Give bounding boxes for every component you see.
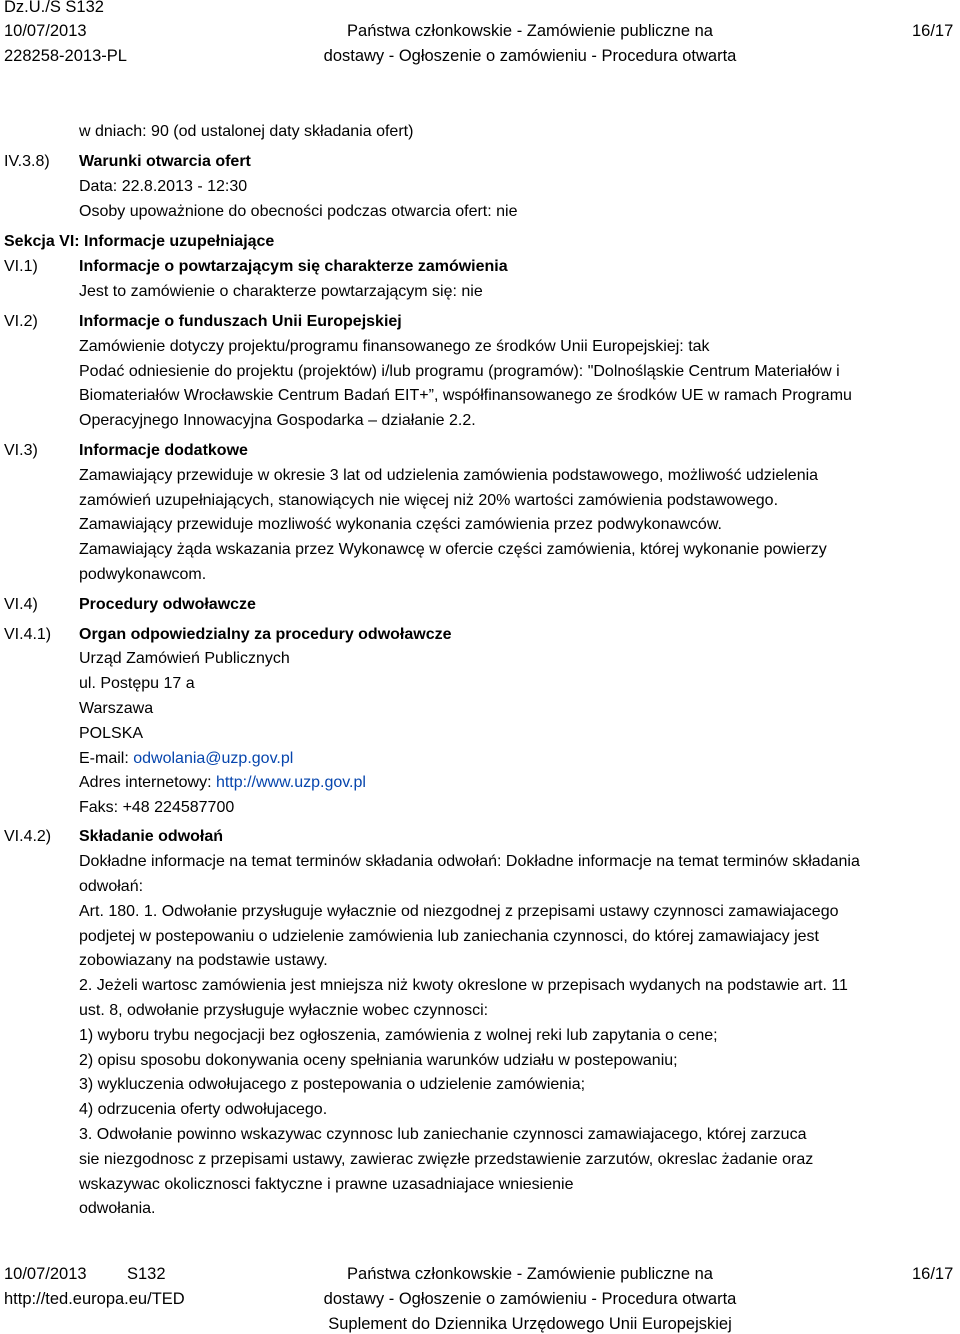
appeals-line15: odwołania.: [79, 1200, 156, 1217]
appeals-line5: zobowiazany na podstawie ustawy.: [79, 952, 328, 969]
recurring-text: Jest to zamówienie o charakterze powtarzającym się: nie: [79, 283, 483, 300]
additional-info-line1: Zamawiający przewiduje w okresie 3 lat od udzielenia zamówienia podstawowego, możliwość udzielenia: [79, 467, 819, 484]
section-number-vi42: VI.4.2): [4, 828, 52, 845]
section-number-vi1: VI.1): [4, 258, 38, 275]
header-title-line2: dostawy - Ogłoszenie o zamówieniu - Procedura otwarta: [323, 47, 737, 65]
appeals-line13: sie niezgodnosc z przepisami ustawy, zawierac zwięzłe przedstawienie zarzutów, okreslac żadanie oraz: [79, 1151, 814, 1168]
appeals-line6: 2. Jeżeli wartosc zamówienia jest mniejsza niż kwoty okreslone w przepisach wydanych na podstawie art. 11: [79, 977, 848, 994]
appeals-line2: odwołań:: [79, 878, 144, 895]
eu-funds-line1: Zamówienie dotyczy projektu/programu finansowanego ze środków Unii Europejskiej: tak: [79, 338, 710, 355]
footer-url[interactable]: http://ted.europa.eu/TED: [4, 1290, 185, 1308]
opening-date-text: Data: 22.8.2013 - 12:30: [79, 178, 248, 195]
deadline-days-text: w dniach: 90 (od ustalonej daty składania ofert): [79, 123, 414, 140]
appeals-line11: 4) odrzucenia oferty odwołujacego.: [79, 1101, 328, 1118]
review-body-fax: Faks: +48 224587700: [79, 799, 235, 816]
footer-page-number: 16/17: [912, 1265, 954, 1283]
appeals-line14: wskazywac okolicznosci faktyczne i prawne uzasadniajace wniesienie: [79, 1176, 574, 1193]
appeals-line1: Dokładne informacje na temat terminów składania odwołań: Dokładne informacje na temat terminów składania: [79, 853, 860, 870]
section-title-vi4: Procedury odwoławcze: [79, 596, 256, 613]
appeals-line12: 3. Odwołanie powinno wskazywac czynnosc lub zaniechanie czynnosci zamawiajacego, której zarzuca: [79, 1126, 807, 1143]
section-number-vi3: VI.3): [4, 442, 38, 459]
section-title-vi3: Informacje dodatkowe: [79, 442, 248, 459]
header-page-number: 16/17: [912, 22, 954, 40]
email-label: E-mail:: [79, 750, 134, 767]
appeals-line8: 1) wyboru trybu negocjacji bez ogłoszenia, zamówienia z wolnej reki lub zapytania o cene;: [79, 1027, 718, 1044]
section-title-vi42: Składanie odwołań: [79, 828, 224, 845]
footer-title-line1: Państwa członkowskie - Zamówienie publiczne na: [347, 1265, 713, 1283]
section-title-iv38: Warunki otwarcia ofert: [79, 153, 251, 170]
additional-info-line4: Zamawiający żąda wskazania przez Wykonawcę w ofercie części zamówienia, której wykonanie powierzy: [79, 541, 827, 558]
review-body-city: Warszawa: [79, 700, 154, 717]
eu-funds-line2: Podać odniesienie do projektu (projektów) i/lub programu (programów): "Dolnośląskie Centrum Materiałów i: [79, 363, 840, 380]
section-title-vi2: Informacje o funduszach Unii Europejskiej: [79, 313, 402, 330]
appeals-line7: ust. 8, odwołanie przysługuje wyłacznie wobec czynnosci:: [79, 1002, 489, 1019]
eu-funds-line3: Biomateriałów Wrocławskie Centrum Badań EIT+”, współfinansowanego ze środków UE w ramach Programu: [79, 387, 852, 404]
footer-title-line3: Suplement do Dziennika Urzędowego Unii Europejskiej: [328, 1315, 732, 1333]
opening-persons-text: Osoby upoważnione do obecności podczas otwarcia ofert: nie: [79, 203, 518, 220]
additional-info-line5: podwykonawcom.: [79, 566, 207, 583]
section-title-vi1: Informacje o powtarzającym się charakterze zamówienia: [79, 258, 508, 275]
web-label: Adres internetowy:: [79, 774, 216, 791]
email-link[interactable]: odwolania@uzp.gov.pl: [133, 750, 294, 767]
section-number-vi41: VI.4.1): [4, 626, 52, 643]
review-body-web-row: [79, 773, 366, 793]
appeals-line3: Art. 180. 1. Odwołanie przysługuje wyłacznie od niezgodnej z przepisami ustawy czynnosci zamawiajacego: [79, 903, 839, 920]
section-number-vi2: VI.2): [4, 313, 38, 330]
review-body-email-row: [79, 749, 293, 769]
section-number-vi4: VI.4): [4, 596, 38, 613]
section-number-iv38: IV.3.8): [4, 153, 50, 170]
additional-info-line3: Zamawiający przewiduje mozliwość wykonania części zamówienia przez podwykonawców.: [79, 516, 722, 533]
header-title-line1: Państwa członkowskie - Zamówienie publiczne na: [347, 22, 713, 40]
appeals-line4: podjetej w postepowaniu o udzielenie zamówienia lub zaniechania czynnosci, do której zamawiajacy jest: [79, 928, 819, 945]
footer-series: S132: [127, 1265, 166, 1283]
section-vi-heading: Sekcja VI: Informacje uzupełniające: [4, 233, 275, 250]
footer-title-line2: dostawy - Ogłoszenie o zamówieniu - Procedura otwarta: [323, 1290, 737, 1308]
footer-date: 10/07/2013: [4, 1265, 87, 1283]
appeals-line9: 2) opisu sposobu dokonywania oceny spełniania warunków udziału w postepowaniu;: [79, 1052, 678, 1069]
appeals-line10: 3) wykluczenia odwołujacego z postepowania o udzielenie zamówienia;: [79, 1076, 586, 1093]
header-journal-ref: Dz.U./S S132: [4, 0, 104, 16]
header-notice-id: 228258-2013-PL: [4, 47, 127, 65]
review-body-street: ul. Postępu 17 a: [79, 675, 195, 692]
additional-info-line2: zamówień uzupełniających, stanowiących nie więcej niż 20% wartości zamówienia podstawowego.: [79, 492, 779, 509]
review-body-country: POLSKA: [79, 725, 144, 742]
eu-funds-line4: Operacyjnego Innowacyjna Gospodarka – działanie 2.2.: [79, 412, 476, 429]
review-body-name: Urząd Zamówień Publicznych: [79, 650, 290, 667]
header-date: 10/07/2013: [4, 22, 87, 40]
website-link[interactable]: http://www.uzp.gov.pl: [215, 774, 366, 791]
section-title-vi41: Organ odpowiedzialny za procedury odwoławcze: [79, 626, 452, 643]
